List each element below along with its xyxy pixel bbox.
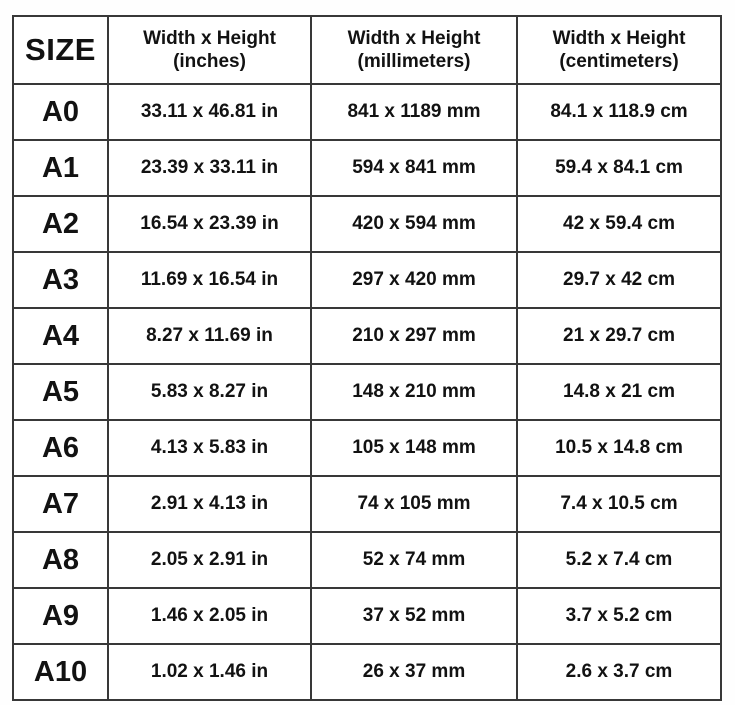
millimeters-value: 74 x 105 mm: [311, 476, 517, 532]
millimeters-value: 841 x 1189 mm: [311, 84, 517, 140]
table-row-a9: [13, 588, 721, 644]
table-row-a3: [13, 252, 721, 308]
centimeters-value: 42 x 59.4 cm: [517, 196, 721, 252]
centimeters-value: 14.8 x 21 cm: [517, 364, 721, 420]
table-row-a4: [13, 308, 721, 364]
millimeters-value: 105 x 148 mm: [311, 420, 517, 476]
millimeters-value: 52 x 74 mm: [311, 532, 517, 588]
column-header-centimeters-line2: (centimeters): [559, 51, 679, 72]
inches-value: 11.69 x 16.54 in: [108, 252, 311, 308]
size-label: A3: [13, 252, 108, 308]
inches-value: 8.27 x 11.69 in: [108, 308, 311, 364]
millimeters-value: 594 x 841 mm: [311, 140, 517, 196]
size-label: A10: [13, 644, 108, 700]
column-header-inches: [108, 16, 311, 84]
table-row-a2: [13, 196, 721, 252]
centimeters-value: 21 x 29.7 cm: [517, 308, 721, 364]
inches-value: 1.46 x 2.05 in: [108, 588, 311, 644]
millimeters-value: 37 x 52 mm: [311, 588, 517, 644]
column-header-inches-line1: Width x Height: [143, 27, 276, 49]
column-header-centimeters: [517, 16, 721, 84]
paper-size-table: [12, 15, 722, 701]
millimeters-value: 420 x 594 mm: [311, 196, 517, 252]
table-row-a8: [13, 532, 721, 588]
table-row-a5: [13, 364, 721, 420]
size-label: A6: [13, 420, 108, 476]
column-header-millimeters: [311, 16, 517, 84]
millimeters-value: 26 x 37 mm: [311, 644, 517, 700]
size-label: A7: [13, 476, 108, 532]
centimeters-value: 29.7 x 42 cm: [517, 252, 721, 308]
inches-value: 23.39 x 33.11 in: [108, 140, 311, 196]
table-row-a0: [13, 84, 721, 140]
size-label: A8: [13, 532, 108, 588]
centimeters-value: 5.2 x 7.4 cm: [517, 532, 721, 588]
inches-value: 4.13 x 5.83 in: [108, 420, 311, 476]
column-header-size: SIZE: [13, 16, 108, 84]
millimeters-value: 148 x 210 mm: [311, 364, 517, 420]
centimeters-value: 84.1 x 118.9 cm: [517, 84, 721, 140]
centimeters-value: 2.6 x 3.7 cm: [517, 644, 721, 700]
millimeters-value: 210 x 297 mm: [311, 308, 517, 364]
inches-value: 16.54 x 23.39 in: [108, 196, 311, 252]
size-label: A2: [13, 196, 108, 252]
millimeters-value: 297 x 420 mm: [311, 252, 517, 308]
size-label: A0: [13, 84, 108, 140]
centimeters-value: 59.4 x 84.1 cm: [517, 140, 721, 196]
column-header-millimeters-line2: (millimeters): [357, 51, 471, 72]
column-header-millimeters-line1: Width x Height: [347, 27, 481, 49]
size-label: A1: [13, 140, 108, 196]
centimeters-value: 3.7 x 5.2 cm: [517, 588, 721, 644]
table-row-a6: [13, 420, 721, 476]
centimeters-value: 7.4 x 10.5 cm: [517, 476, 721, 532]
centimeters-value: 10.5 x 14.8 cm: [517, 420, 721, 476]
size-label: A5: [13, 364, 108, 420]
inches-value: 2.05 x 2.91 in: [108, 532, 311, 588]
size-label: A4: [13, 308, 108, 364]
size-label: A9: [13, 588, 108, 644]
inches-value: 5.83 x 8.27 in: [108, 364, 311, 420]
inches-value: 2.91 x 4.13 in: [108, 476, 311, 532]
table-header-row: [13, 16, 721, 84]
inches-value: 33.11 x 46.81 in: [108, 84, 311, 140]
column-header-inches-line2: (inches): [173, 51, 246, 72]
table-row-a10: [13, 644, 721, 700]
table-row-a1: [13, 140, 721, 196]
table-row-a7: [13, 476, 721, 532]
inches-value: 1.02 x 1.46 in: [108, 644, 311, 700]
column-header-centimeters-line1: Width x Height: [552, 27, 686, 49]
